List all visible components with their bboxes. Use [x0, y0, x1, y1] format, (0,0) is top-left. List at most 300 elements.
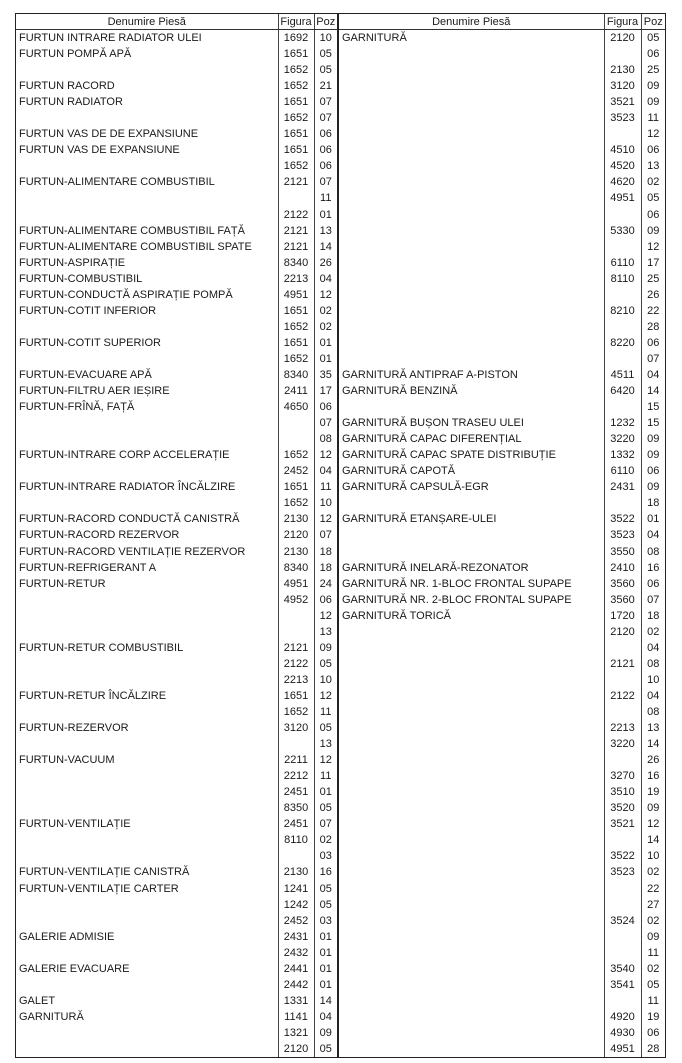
- part-name-cell: [339, 736, 604, 752]
- header-part-name: Denumire Piesă: [16, 14, 278, 30]
- position-cell: 11: [647, 112, 659, 125]
- figure-cell: 3220: [604, 736, 641, 752]
- figure-cell: 1652: [278, 495, 314, 511]
- figure-cell: 1652: [278, 351, 314, 367]
- position-cell: 28: [647, 320, 660, 333]
- part-name-cell: FURTUN POMPĂ APĂ: [16, 46, 278, 62]
- part-name-cell: GARNITURĂ NR. 2-BLOC FRONTAL SUPAPE: [339, 592, 604, 608]
- position-cell: 06: [319, 593, 332, 606]
- part-name-cell: [339, 271, 604, 287]
- part-name-cell: [16, 800, 278, 816]
- right-table-body: [339, 30, 665, 1058]
- part-name-cell: FURTUN VAS DE EXPANSIUNE: [16, 142, 278, 158]
- table-row: [339, 271, 665, 287]
- part-name-cell: [339, 768, 604, 784]
- part-name-cell: FURTUN-ALIMENTARE COMBUSTIBIL: [16, 174, 278, 190]
- figure-cell: 4951: [604, 190, 641, 206]
- figure-cell: 2212: [278, 768, 314, 784]
- table-row: [16, 78, 337, 94]
- position-cell: 14: [647, 385, 660, 398]
- part-name-cell: [339, 1041, 604, 1057]
- position-cell: 04: [319, 465, 332, 478]
- part-name-cell: [16, 351, 278, 367]
- parts-table-left: [15, 13, 338, 1058]
- part-name-cell: [339, 335, 604, 351]
- table-row: [339, 207, 665, 223]
- part-name-cell: GARNITURĂ INELARĂ-REZONATOR: [339, 560, 604, 576]
- figure-cell: 1652: [278, 319, 314, 335]
- figure-cell: 1652: [278, 158, 314, 174]
- part-name-cell: [339, 993, 604, 1009]
- figure-cell: 3523: [604, 864, 641, 880]
- part-name-cell: FURTUN-RETUR ÎNCĂLZIRE: [16, 688, 278, 704]
- part-name-cell: [339, 864, 604, 880]
- figure-cell: 6420: [604, 383, 641, 399]
- table-row: [339, 640, 665, 656]
- figure-cell: 2130: [278, 511, 314, 527]
- figure-cell: [604, 945, 641, 961]
- position-cell: 09: [647, 930, 660, 943]
- figure-cell: [604, 319, 641, 335]
- figure-cell: 4650: [278, 399, 314, 415]
- figure-cell: [604, 495, 641, 511]
- figure-cell: 3523: [604, 527, 641, 543]
- part-name-cell: [339, 688, 604, 704]
- position-cell: 11: [320, 481, 332, 494]
- position-cell: 05: [319, 64, 332, 77]
- figure-cell: 1720: [604, 608, 641, 624]
- part-name-cell: [339, 1025, 604, 1041]
- position-cell: 09: [647, 80, 660, 93]
- figure-cell: 3220: [604, 431, 641, 447]
- part-name-cell: [339, 190, 604, 206]
- table-row: [339, 62, 665, 78]
- table-row: [16, 977, 337, 993]
- table-row: [339, 94, 665, 110]
- position-cell: 19: [647, 1010, 660, 1023]
- position-cell: 28: [647, 1042, 660, 1055]
- position-cell: 09: [647, 481, 660, 494]
- part-name-cell: [16, 608, 278, 624]
- position-cell: 26: [647, 288, 660, 301]
- figure-cell: 2452: [278, 463, 314, 479]
- position-cell: 05: [319, 802, 332, 815]
- figure-cell: 3560: [604, 592, 641, 608]
- part-name-cell: [16, 110, 278, 126]
- part-name-cell: GARNITURĂ ETANȘARE-ULEI: [339, 511, 604, 527]
- position-cell: 02: [647, 962, 660, 975]
- table-row: [16, 880, 337, 896]
- table-row: [339, 624, 665, 640]
- table-row: [339, 190, 665, 206]
- table-row: [339, 961, 665, 977]
- part-name-cell: FURTUN-RACORD REZERVOR: [16, 527, 278, 543]
- part-name-cell: FURTUN-ASPIRAȚIE: [16, 255, 278, 271]
- position-cell: 25: [647, 64, 660, 77]
- table-row: [339, 126, 665, 142]
- part-name-cell: FURTUN-VENTILAȚIE CARTER: [16, 880, 278, 896]
- table-row: [339, 592, 665, 608]
- position-cell: 11: [320, 705, 332, 718]
- table-row: [16, 720, 337, 736]
- figure-cell: 1651: [278, 688, 314, 704]
- figure-cell: [604, 897, 641, 913]
- figure-cell: 2213: [604, 720, 641, 736]
- table-row: [16, 126, 337, 142]
- figure-cell: 8220: [604, 335, 641, 351]
- figure-cell: [604, 832, 641, 848]
- position-cell: 09: [319, 1026, 332, 1039]
- figure-cell: 1651: [278, 479, 314, 495]
- position-cell: 02: [319, 304, 332, 317]
- part-name-cell: [16, 656, 278, 672]
- position-cell: 09: [647, 96, 660, 109]
- part-name-cell: [16, 848, 278, 864]
- table-header-row: [16, 14, 337, 30]
- part-name-cell: [339, 62, 604, 78]
- part-name-cell: [16, 158, 278, 174]
- table-row: [339, 864, 665, 880]
- table-row: [339, 78, 665, 94]
- part-name-cell: [339, 672, 604, 688]
- position-cell: 02: [319, 320, 332, 333]
- figure-cell: 2451: [278, 784, 314, 800]
- table-row: [339, 303, 665, 319]
- table-row: [339, 688, 665, 704]
- table-row: [16, 46, 337, 62]
- figure-cell: 2121: [278, 174, 314, 190]
- table-row: [339, 495, 665, 511]
- position-cell: 06: [319, 144, 332, 157]
- position-cell: 04: [319, 272, 332, 285]
- table-row: [339, 255, 665, 271]
- position-cell: 06: [319, 128, 332, 141]
- figure-cell: 4952: [278, 592, 314, 608]
- position-cell: 12: [319, 513, 332, 526]
- figure-cell: 8210: [604, 303, 641, 319]
- table-row: [339, 1025, 665, 1041]
- part-name-cell: [339, 752, 604, 768]
- part-name-cell: GARNITURĂ: [16, 1009, 278, 1025]
- position-cell: 01: [319, 978, 332, 991]
- position-cell: 02: [647, 176, 660, 189]
- figure-cell: 2451: [278, 816, 314, 832]
- figure-cell: 3521: [604, 94, 641, 110]
- figure-cell: 2130: [604, 62, 641, 78]
- position-cell: 07: [319, 818, 332, 831]
- figure-cell: [604, 752, 641, 768]
- figure-cell: 1321: [278, 1025, 314, 1041]
- table-row: [16, 768, 337, 784]
- figure-cell: [604, 207, 641, 223]
- figure-cell: 8110: [604, 271, 641, 287]
- position-cell: 11: [320, 192, 332, 205]
- table-row: [339, 800, 665, 816]
- figure-cell: [604, 287, 641, 303]
- table-header-row: [339, 14, 665, 30]
- figure-cell: 8340: [278, 560, 314, 576]
- figure-cell: 4920: [604, 1009, 641, 1025]
- position-cell: 17: [647, 256, 660, 269]
- table-row: [16, 319, 337, 335]
- table-row: [16, 624, 337, 640]
- part-name-cell: [339, 977, 604, 993]
- position-cell: 06: [647, 48, 660, 61]
- position-cell: 12: [319, 449, 332, 462]
- position-cell: 03: [319, 914, 332, 927]
- part-name-cell: [339, 961, 604, 977]
- figure-cell: 1651: [278, 126, 314, 142]
- part-name-cell: FURTUN-VENTILAȚIE CANISTRĂ: [16, 864, 278, 880]
- position-cell: 11: [647, 994, 659, 1007]
- figure-cell: 3120: [278, 720, 314, 736]
- position-cell: 11: [647, 946, 659, 959]
- part-name-cell: [16, 913, 278, 929]
- part-name-cell: [339, 816, 604, 832]
- part-name-cell: [16, 495, 278, 511]
- table-row: [339, 560, 665, 576]
- figure-cell: 2130: [278, 864, 314, 880]
- part-name-cell: FURTUN-ALIMENTARE COMBUSTIBIL SPATE: [16, 239, 278, 255]
- table-row: [339, 30, 665, 47]
- figure-cell: 3523: [604, 110, 641, 126]
- part-name-cell: [16, 832, 278, 848]
- figure-cell: [604, 399, 641, 415]
- position-cell: 15: [647, 417, 660, 430]
- header-position: Poz: [314, 14, 337, 30]
- position-cell: 03: [319, 850, 332, 863]
- header-figure: Figura: [278, 14, 314, 30]
- figure-cell: 4951: [278, 287, 314, 303]
- table-row: [16, 752, 337, 768]
- table-row: [16, 945, 337, 961]
- position-cell: 08: [647, 545, 660, 558]
- part-name-cell: [16, 319, 278, 335]
- part-name-cell: [16, 463, 278, 479]
- figure-cell: [604, 351, 641, 367]
- position-cell: 10: [319, 673, 332, 686]
- position-cell: 10: [647, 850, 660, 863]
- part-name-cell: [339, 255, 604, 271]
- header-figure: Figura: [604, 14, 641, 30]
- figure-cell: 4510: [604, 142, 641, 158]
- table-row: [16, 576, 337, 592]
- table-row: [339, 1041, 665, 1057]
- part-name-cell: FURTUN-EVACUARE APĂ: [16, 367, 278, 383]
- part-name-cell: [339, 704, 604, 720]
- position-cell: 13: [319, 738, 332, 751]
- part-name-cell: FURTUN RADIATOR: [16, 94, 278, 110]
- part-name-cell: FURTUN-RETUR: [16, 576, 278, 592]
- part-name-cell: [339, 303, 604, 319]
- position-cell: 02: [319, 834, 332, 847]
- table-row: [16, 303, 337, 319]
- position-cell: 01: [319, 786, 332, 799]
- table-row: [16, 640, 337, 656]
- figure-cell: 4930: [604, 1025, 641, 1041]
- figure-cell: 4951: [278, 576, 314, 592]
- figure-cell: 2122: [604, 688, 641, 704]
- figure-cell: 1652: [278, 78, 314, 94]
- table-row: [339, 287, 665, 303]
- position-cell: 05: [319, 48, 332, 61]
- part-name-cell: FURTUN-FILTRU AER IEȘIRE: [16, 383, 278, 399]
- figure-cell: 4620: [604, 174, 641, 190]
- figure-cell: 2122: [278, 207, 314, 223]
- table-row: [16, 351, 337, 367]
- figure-cell: [278, 415, 314, 431]
- table-row: [339, 880, 665, 896]
- table-row: [16, 704, 337, 720]
- figure-cell: 1652: [278, 110, 314, 126]
- position-cell: 12: [319, 689, 332, 702]
- part-name-cell: GARNITURĂ BENZINĂ: [339, 383, 604, 399]
- part-name-cell: GARNITURĂ ANTIPRAF A-PISTON: [339, 367, 604, 383]
- position-cell: 02: [647, 625, 660, 638]
- table-row: [339, 399, 665, 415]
- table-row: [16, 1025, 337, 1041]
- table-row: [16, 929, 337, 945]
- part-name-cell: FURTUN-REFRIGERANT A: [16, 560, 278, 576]
- table-row: [16, 223, 337, 239]
- position-cell: 16: [319, 866, 332, 879]
- figure-cell: 8350: [278, 800, 314, 816]
- table-row: [16, 592, 337, 608]
- position-cell: 06: [647, 577, 660, 590]
- position-cell: 14: [319, 240, 332, 253]
- part-name-cell: [16, 624, 278, 640]
- table-row: [16, 415, 337, 431]
- part-name-cell: FURTUN-VACUUM: [16, 752, 278, 768]
- figure-cell: 2410: [604, 560, 641, 576]
- position-cell: 04: [319, 1010, 332, 1023]
- table-row: [339, 704, 665, 720]
- position-cell: 09: [319, 641, 332, 654]
- part-name-cell: [339, 544, 604, 560]
- figure-cell: 4951: [604, 1041, 641, 1057]
- position-cell: 01: [319, 930, 332, 943]
- part-name-cell: FURTUN-COTIT INFERIOR: [16, 303, 278, 319]
- figure-cell: 2130: [278, 544, 314, 560]
- position-cell: 05: [319, 722, 332, 735]
- position-cell: 01: [319, 208, 332, 221]
- table-row: [339, 608, 665, 624]
- table-row: [339, 239, 665, 255]
- table-row: [16, 656, 337, 672]
- table-row: [339, 977, 665, 993]
- part-name-cell: [16, 672, 278, 688]
- position-cell: 04: [647, 689, 660, 702]
- table-row: [16, 335, 337, 351]
- part-name-cell: FURTUN-REZERVOR: [16, 720, 278, 736]
- part-name-cell: [16, 736, 278, 752]
- part-name-cell: [339, 126, 604, 142]
- figure-cell: [278, 848, 314, 864]
- figure-cell: 2120: [604, 30, 641, 47]
- figure-cell: 2121: [604, 656, 641, 672]
- table-row: [339, 784, 665, 800]
- figure-cell: 2211: [278, 752, 314, 768]
- table-row: [16, 688, 337, 704]
- figure-cell: 1652: [278, 704, 314, 720]
- part-name-cell: [16, 1025, 278, 1041]
- part-name-cell: [16, 1041, 278, 1057]
- figure-cell: [604, 929, 641, 945]
- position-cell: 01: [319, 962, 332, 975]
- part-name-cell: [339, 800, 604, 816]
- table-row: [339, 929, 665, 945]
- part-name-cell: [16, 62, 278, 78]
- part-name-cell: [16, 207, 278, 223]
- table-row: [16, 527, 337, 543]
- figure-cell: 3524: [604, 913, 641, 929]
- position-cell: 05: [647, 192, 660, 205]
- table-row: [339, 576, 665, 592]
- table-row: [339, 736, 665, 752]
- part-name-cell: GARNITURĂ NR. 1-BLOC FRONTAL SUPAPE: [339, 576, 604, 592]
- part-name-cell: [339, 720, 604, 736]
- position-cell: 05: [319, 657, 332, 670]
- position-cell: 16: [647, 561, 660, 574]
- table-row: [16, 383, 337, 399]
- figure-cell: [278, 190, 314, 206]
- figure-cell: 2121: [278, 640, 314, 656]
- table-row: [339, 431, 665, 447]
- position-cell: 12: [647, 818, 660, 831]
- part-name-cell: GARNITURĂ TORICĂ: [339, 608, 604, 624]
- table-row: [16, 832, 337, 848]
- parts-table-right: [338, 13, 666, 1058]
- part-name-cell: GARNITURĂ: [339, 30, 604, 47]
- table-row: [339, 223, 665, 239]
- header-position: Poz: [641, 14, 665, 30]
- figure-cell: 1652: [278, 62, 314, 78]
- figure-cell: 3522: [604, 848, 641, 864]
- part-name-cell: GARNITURĂ CAPAC DIFERENȚIAL: [339, 431, 604, 447]
- position-cell: 12: [647, 240, 660, 253]
- part-name-cell: [16, 768, 278, 784]
- position-cell: 27: [647, 898, 660, 911]
- table-row: [339, 46, 665, 62]
- figure-cell: 3540: [604, 961, 641, 977]
- position-cell: 35: [319, 369, 332, 381]
- figure-cell: 1332: [604, 447, 641, 463]
- position-cell: 10: [319, 497, 332, 510]
- position-cell: 04: [647, 641, 660, 654]
- part-name-cell: GARNITURĂ CAPSULĂ-EGR: [339, 479, 604, 495]
- part-name-cell: [339, 897, 604, 913]
- figure-cell: 1651: [278, 335, 314, 351]
- part-name-cell: GALERIE EVACUARE: [16, 961, 278, 977]
- part-name-cell: FURTUN-RACORD VENTILAȚIE REZERVOR: [16, 544, 278, 560]
- part-name-cell: [339, 142, 604, 158]
- position-cell: 09: [647, 433, 660, 446]
- part-name-cell: FURTUN-FRÎNĂ, FAȚĂ: [16, 399, 278, 415]
- left-table-body: [16, 30, 337, 1058]
- figure-cell: 2121: [278, 223, 314, 239]
- position-cell: 18: [319, 561, 332, 574]
- position-cell: 18: [647, 497, 660, 510]
- part-name-cell: FURTUN-COTIT SUPERIOR: [16, 335, 278, 351]
- table-row: [16, 463, 337, 479]
- part-name-cell: [16, 431, 278, 447]
- table-row: [339, 993, 665, 1009]
- position-cell: 12: [319, 754, 332, 767]
- part-name-cell: [339, 624, 604, 640]
- part-name-cell: [16, 704, 278, 720]
- figure-cell: 3522: [604, 511, 641, 527]
- position-cell: 26: [647, 754, 660, 767]
